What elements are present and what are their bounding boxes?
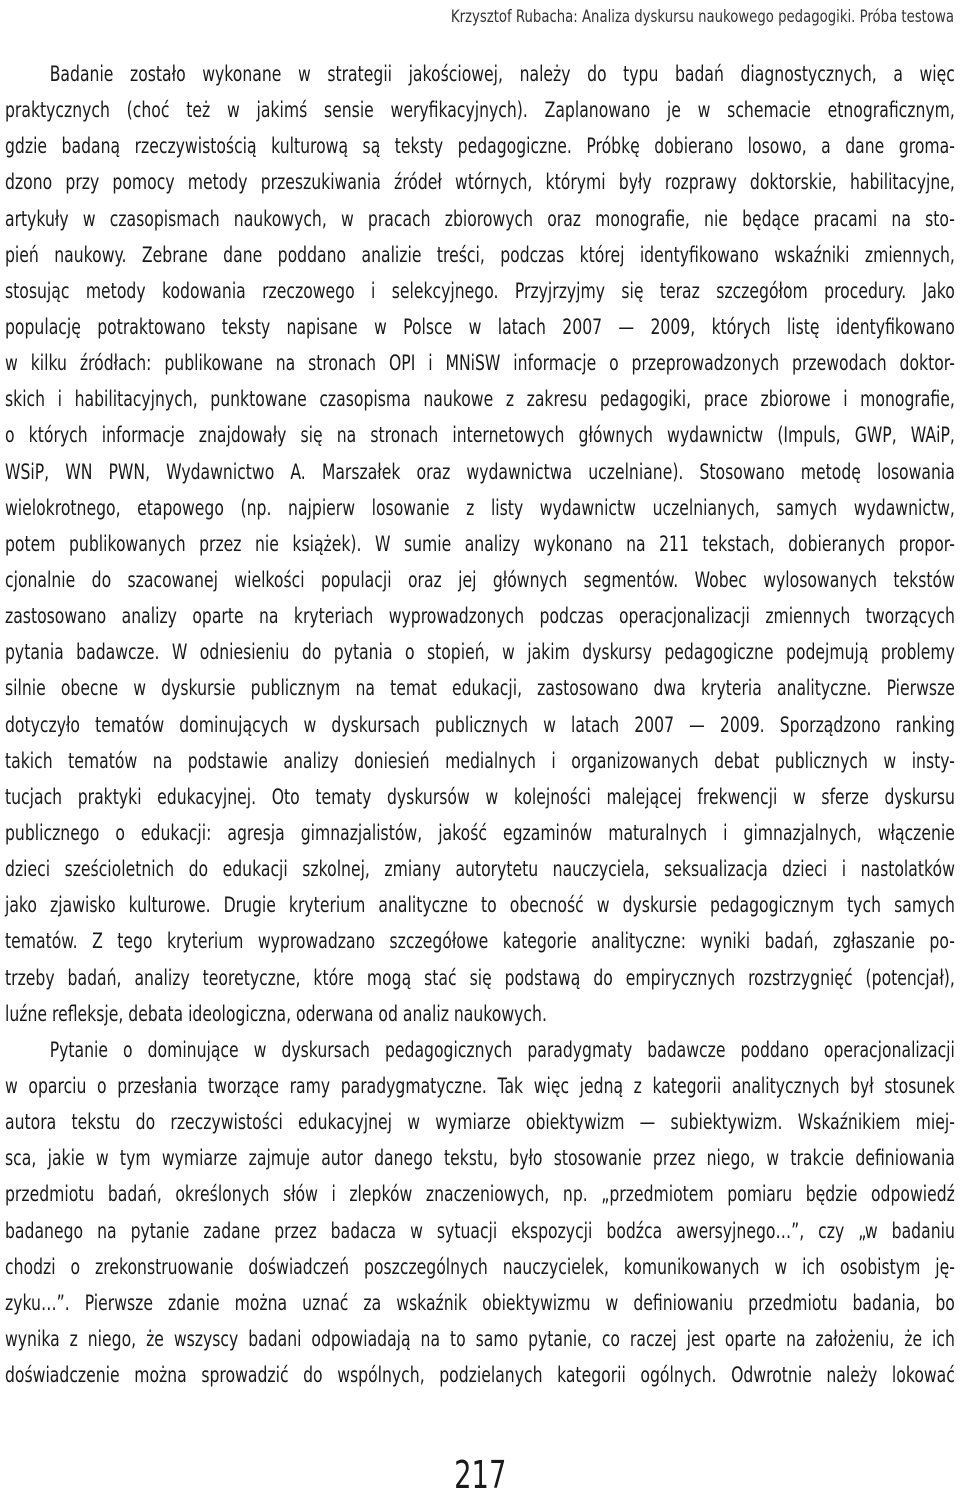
text-line: artykuły w czasopismach naukowych, w pracach zbiorowych oraz monografie, nie będące pracami na sto- [5, 206, 955, 231]
text-line: zastosowano analizy oparte na kryteriach wyprowadzonych podczas operacjonalizacji zmiennych tworzących [5, 604, 955, 629]
text-line: wynika z niego, że wszyscy badani odpowiadają na to samo pytanie, co raczej jest oparte na założeniu, że ich [5, 1326, 955, 1351]
text-line: dotyczyło tematów dominujących w dyskursach publicznych w latach 2007 — 2009. Sporządzono ranking [5, 712, 955, 737]
page-number-text: 217 [453, 1453, 507, 1497]
text-line: luźne refleksje, debata ideologiczna, oderwana od analiz naukowych. [5, 1001, 547, 1026]
text-line: doświadczenie można sprowadzić do wspólnych, podzielanych kategorii ogólnych. Odwrotnie należy lokować [5, 1363, 955, 1388]
page-number [0, 1453, 960, 1497]
text-line: przedmiotu badań, określonych słów i zlepków znaczeniowych, np. „przedmiotem pomiaru będzie odpowiedź [5, 1182, 955, 1207]
text-line: dzono przy pomocy metody przeszukiwania źródeł wtórnych, którymi były rozprawy doktorskie, habilitacyjne, [5, 170, 955, 195]
running-header: Krzysztof Rubacha: Analiza dyskursu naukowego pedagogiki. Próba testowa [450, 7, 954, 27]
text-line: tucjach praktyki edukacyjnej. Oto tematy dyskursów w kolejności malejącej frekwencji w sferze dyskursu [5, 784, 955, 809]
text-line: autora tekstu do rzeczywistości edukacyjnej w wymiarze obiektywizm — subiektywizm. Wskaźnikiem miej- [5, 1110, 955, 1135]
text-line: Pytanie o dominujące w dyskursach pedagogicznych paradygmaty badawcze poddano operacjonalizacji [49, 1037, 955, 1062]
text-line: jako zjawisko kulturowe. Drugie kryterium analityczne to obecność w dyskursie pedagogicznym tych samych [5, 893, 955, 918]
text-line: publicznego o edukacji: agresja gimnazjalistów, jakość egzaminów maturalnych i gimnazjalnych, włączenie [5, 820, 955, 845]
text-line: pytania badawcze. W odniesieniu do pytania o stopień, w jakim dyskursy pedagogiczne podejmują problemy [5, 640, 955, 665]
text-line: zyku…”. Pierwsze zdanie można uznać za wskaźnik obiektywizmu w definiowaniu przedmiotu badania, bo [5, 1290, 955, 1315]
text-line: stosując metody kodowania rzeczowego i selekcyjnego. Przyjrzyjmy się teraz szczegółom procedury. Jako [5, 278, 955, 303]
text-line: silnie obecne w dyskursie publicznym na temat edukacji, zastosowano dwa kryteria analityczne. Pierwsze [5, 676, 955, 701]
text-line: gdzie badaną rzeczywistością kulturową są teksty pedagogiczne. Próbkę dobierano losowo, a dane groma- [5, 134, 955, 159]
text-line: populację potraktowano teksty napisane w Polsce w latach 2007 — 2009, których listę identyfikowano [5, 314, 955, 339]
text-line: chodzi o zrekonstruowanie doświadczeń poszczególnych nauczycielek, komunikowanych w ich osobistym ję- [5, 1254, 955, 1279]
text-line: WSiP, WN PWN, Wydawnictwo A. Marszałek oraz wydawnictwa uczelniane). Stosowano metodę losowania [5, 459, 955, 484]
text-line: wielokrotnego, etapowego (np. najpierw losowanie z listy wydawnictw uczelnianych, samych wydawnictw, [5, 495, 955, 520]
text-line: dzieci sześcioletnich do edukacji szkolnej, zmiany autorytetu nauczyciela, seksualizacja dzieci i nastolatków [5, 857, 955, 882]
text-line: badanego na pytanie zadane przez badacza w sytuacji ekspozycji bodźca awersyjnego…”, czy „w badaniu [5, 1218, 955, 1243]
text-line: praktycznych (choć też w jakimś sensie weryfikacyjnych). Zaplanowano je w schemacie etnograficznym, [5, 98, 955, 123]
paragraph [5, 1032, 955, 1393]
text-line: sca, jakie w tym wymiarze zajmuje autor danego tekstu, było stosowanie przez niego, w trakcie definiowania [5, 1146, 955, 1171]
text-line: w oparciu o przesłania tworzące ramy paradygmatyczne. Tak więc jedną z kategorii analitycznych był stosunek [5, 1073, 955, 1098]
text-line: w kilku źródłach: publikowane na stronach OPI i MNiSW informacje o przeprowadzonych przewodach doktor- [5, 351, 955, 376]
text-line: skich i habilitacyjnych, punktowane czasopisma naukowe z zakresu pedagogiki, prace zbiorowe i monografie, [5, 387, 955, 412]
text-line: o których informacje znajdowały się na stronach internetowych głównych wydawnictw (Impuls, GWP, WAiP, [5, 423, 955, 448]
text-line: tematów. Z tego kryterium wyprowadzano szczegółowe kategorie analityczne: wyniki badań, zgłaszanie po- [5, 929, 955, 954]
text-line: pień naukowy. Zebrane dane poddano analizie treści, podczas której identyfikowano wskaźniki zmiennych, [5, 242, 955, 267]
text-line: potem publikowanych przez nie książek). W sumie analizy wykonano na 211 tekstach, dobieranych propor- [5, 531, 955, 556]
text-line: takich tematów na podstawie analizy doniesień medialnych i organizowanych debat publicznych w insty- [5, 748, 955, 773]
paragraph [5, 56, 955, 1032]
body-text [5, 56, 955, 1393]
text-line: cjonalnie do szacowanej wielkości populacji oraz jej głównych segmentów. Wobec wylosowanych tekstów [5, 567, 955, 592]
text-line: trzeby badań, analizy teoretyczne, które mogą stać się podstawą do empirycznych rozstrzygnięć (potencjał), [5, 965, 955, 990]
text-line: Badanie zostało wykonane w strategii jakościowej, należy do typu badań diagnostycznych, a więc [49, 62, 955, 86]
